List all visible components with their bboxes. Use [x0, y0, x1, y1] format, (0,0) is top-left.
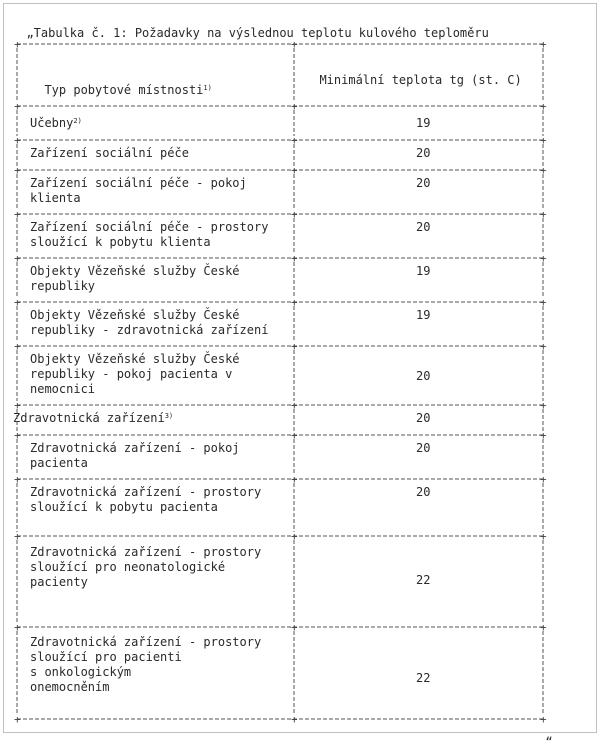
- row-label-line: sloužící k pobytu klienta: [30, 235, 211, 249]
- rule-junction: +: [291, 134, 298, 147]
- row-label-line: Zdravotnická zařízení - prostory: [30, 545, 262, 559]
- rule-junction: +: [540, 621, 547, 634]
- row-value: 20: [416, 220, 431, 234]
- rule-junction: +: [14, 429, 21, 442]
- rule-junction: +: [540, 134, 547, 147]
- row-value: 20: [416, 441, 431, 455]
- row-value: 20: [416, 485, 431, 499]
- rule-junction: +: [14, 621, 21, 634]
- rule-junction: +: [540, 100, 547, 113]
- rule-junction: +: [291, 296, 298, 309]
- rule-junction: +: [291, 164, 298, 177]
- row-value: 20: [416, 146, 431, 160]
- rule-junction: +: [14, 100, 21, 113]
- rule-junction: +: [291, 621, 298, 634]
- rule-junction: +: [540, 340, 547, 353]
- rule-junction: +: [291, 429, 298, 442]
- row-label-line: s onkologickým: [30, 665, 132, 679]
- row-label-line: Učebny$^{2)}$: [30, 116, 82, 130]
- rule-junction: +: [291, 340, 298, 353]
- rule-junction: +: [14, 473, 21, 486]
- footnote-ref: 2): [73, 117, 82, 125]
- rule-junction: +: [540, 429, 547, 442]
- row-label-line: sloužící pro neonatologické: [30, 560, 226, 574]
- row-label-line: Objekty Vězeňské služby České: [30, 352, 240, 366]
- row-value: 19: [416, 116, 431, 130]
- rule-junction: +: [14, 296, 21, 309]
- table-title: „Tabulka č. 1: Požadavky na výslednou teplotu kulového teploměru: [26, 26, 489, 40]
- row-label-line: Objekty Vězeňské služby České: [30, 308, 240, 322]
- row-label-line: Objekty Vězeňské služby České: [30, 264, 240, 278]
- closing-quote: “: [545, 735, 553, 749]
- row-label-line: sloužící k pobytu pacienta: [30, 500, 218, 514]
- row-value: 20: [416, 176, 431, 190]
- rule-junction: +: [291, 252, 298, 265]
- row-label-line: Zdravotnická zařízení$^{3)}$: [13, 411, 174, 425]
- rule-junction: +: [14, 164, 21, 177]
- row-value: 20: [416, 369, 431, 383]
- rule-junction: +: [14, 399, 21, 412]
- row-label-line: klienta: [30, 191, 81, 205]
- row-label-line: nemocnici: [30, 382, 96, 396]
- rule-junction: +: [14, 134, 21, 147]
- rule-junction: +: [291, 399, 298, 412]
- rule-junction: +: [14, 340, 21, 353]
- header-col2: Minimální teplota tg (st. C): [319, 73, 522, 87]
- row-label-line: onemocněním: [30, 680, 110, 694]
- row-value: 19: [416, 264, 431, 278]
- row-label-line: Zdravotnická zařízení - prostory: [30, 635, 262, 649]
- rule-junction: +: [540, 399, 547, 412]
- row-label-line: pacienta: [30, 456, 88, 470]
- row-label-line: pacienty: [30, 575, 88, 589]
- rule-junction: +: [540, 164, 547, 177]
- rule-junction: +: [14, 713, 21, 726]
- rule-junction: +: [540, 713, 547, 726]
- rule-junction: +: [291, 473, 298, 486]
- row-label-line: republiky - pokoj pacienta v: [30, 367, 233, 381]
- row-label-line: Zařízení sociální péče - pokoj: [30, 176, 247, 190]
- row-label-line: republiky - zdravotnická zařízení: [30, 323, 269, 337]
- rule-junction: +: [14, 38, 21, 51]
- rule-junction: +: [14, 252, 21, 265]
- row-label-line: Zdravotnická zařízení - pokoj: [30, 441, 240, 455]
- rule-junction: +: [540, 208, 547, 221]
- rule-junction: +: [291, 38, 298, 51]
- footnote-ref: 3): [164, 412, 174, 420]
- row-label-line: Zařízení sociální péče: [30, 146, 189, 160]
- rule-junction: +: [291, 713, 298, 726]
- rule-junction: +: [291, 530, 298, 543]
- row-label-line: republiky: [30, 279, 96, 293]
- rule-junction: +: [14, 208, 21, 221]
- footnote-ref: 1): [203, 84, 212, 92]
- row-label-line: sloužící pro pacienti: [30, 650, 182, 664]
- rule-junction: +: [540, 296, 547, 309]
- row-label-line: Zařízení sociální péče - prostory: [30, 220, 269, 234]
- rule-junction: +: [540, 38, 547, 51]
- rule-junction: +: [540, 530, 547, 543]
- header-col1: Typ pobytové místnosti$^{1)}$: [44, 83, 212, 97]
- row-value: 19: [416, 308, 431, 322]
- rule-junction: +: [291, 208, 298, 221]
- rule-junction: +: [540, 252, 547, 265]
- row-value: 20: [416, 411, 431, 425]
- rule-junction: +: [291, 100, 298, 113]
- row-label-line: Zdravotnická zařízení - prostory: [30, 485, 262, 499]
- rule-junction: +: [14, 530, 21, 543]
- row-value: 22: [416, 573, 431, 587]
- row-value: 22: [416, 671, 431, 685]
- rule-junction: +: [540, 473, 547, 486]
